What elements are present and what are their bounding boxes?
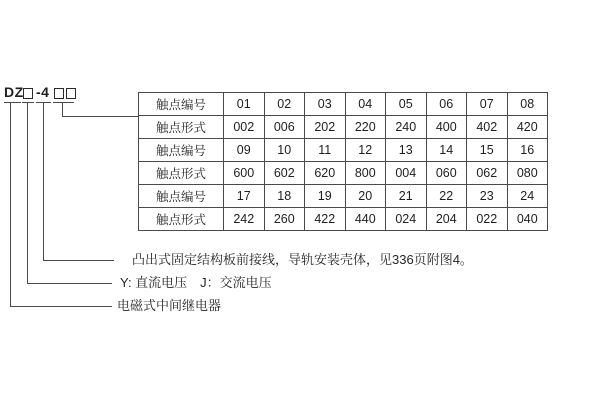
data-cell: 18 <box>264 185 305 208</box>
data-cell: 08 <box>507 93 548 116</box>
tick-under-box1 <box>22 102 34 103</box>
data-cell: 06 <box>426 93 467 116</box>
table-row <box>139 162 548 185</box>
leader-vertical-1 <box>10 102 11 307</box>
data-cell: 024 <box>386 208 427 231</box>
table-row <box>139 139 548 162</box>
data-cell: 062 <box>467 162 508 185</box>
table-row <box>139 185 548 208</box>
data-cell: 10 <box>264 139 305 162</box>
row-label-cell: 触点形式 <box>139 208 224 231</box>
data-cell: 422 <box>305 208 346 231</box>
row-label-cell: 触点形式 <box>139 162 224 185</box>
data-cell: 060 <box>426 162 467 185</box>
leader-horizontal-2 <box>27 283 112 284</box>
table-row <box>139 116 548 139</box>
data-cell: 05 <box>386 93 427 116</box>
model-segment-dash4: -4 <box>36 84 50 100</box>
row-label-cell: 触点编号 <box>139 139 224 162</box>
data-cell: 21 <box>386 185 427 208</box>
data-cell: 16 <box>507 139 548 162</box>
model-segment-dz: DZ <box>4 84 24 100</box>
data-cell: 440 <box>345 208 386 231</box>
data-cell: 220 <box>345 116 386 139</box>
data-cell: 620 <box>305 162 346 185</box>
data-cell: 14 <box>426 139 467 162</box>
data-cell: 004 <box>386 162 427 185</box>
data-cell: 040 <box>507 208 548 231</box>
data-cell: 022 <box>467 208 508 231</box>
data-cell: 600 <box>224 162 265 185</box>
data-cell: 19 <box>305 185 346 208</box>
data-cell: 04 <box>345 93 386 116</box>
data-cell: 12 <box>345 139 386 162</box>
table-row <box>139 93 548 116</box>
row-label-cell: 触点形式 <box>139 116 224 139</box>
data-cell: 080 <box>507 162 548 185</box>
leader-horizontal-3 <box>43 260 114 261</box>
data-cell: 800 <box>345 162 386 185</box>
data-cell: 204 <box>426 208 467 231</box>
data-cell: 002 <box>224 116 265 139</box>
data-cell: 23 <box>467 185 508 208</box>
annotation-relay-type: 电磁式中间继电器 <box>117 298 222 313</box>
table-row <box>139 208 548 231</box>
row-label-cell: 触点编号 <box>139 93 224 116</box>
data-cell: 01 <box>224 93 265 116</box>
annotation-mounting: 凸出式固定结构板前接线，导轨安装壳体，见336页附图4。 <box>132 252 473 267</box>
contact-code-table <box>138 92 548 231</box>
tick-under-box23 <box>53 102 74 103</box>
row-label-cell: 触点编号 <box>139 185 224 208</box>
data-cell: 13 <box>386 139 427 162</box>
data-cell: 09 <box>224 139 265 162</box>
data-cell: 11 <box>305 139 346 162</box>
data-cell: 20 <box>345 185 386 208</box>
model-placeholder-box-3 <box>66 88 76 99</box>
leader-vertical-2 <box>27 102 28 284</box>
data-cell: 07 <box>467 93 508 116</box>
data-cell: 402 <box>467 116 508 139</box>
model-placeholder-box-1 <box>23 88 33 99</box>
tick-under-dz <box>4 102 21 103</box>
data-cell: 02 <box>264 93 305 116</box>
data-cell: 202 <box>305 116 346 139</box>
leader-vertical-3 <box>43 102 44 261</box>
data-cell: 400 <box>426 116 467 139</box>
data-cell: 22 <box>426 185 467 208</box>
leader-horizontal-1 <box>10 306 112 307</box>
data-cell: 24 <box>507 185 548 208</box>
data-cell: 240 <box>386 116 427 139</box>
data-cell: 260 <box>264 208 305 231</box>
data-cell: 602 <box>264 162 305 185</box>
annotation-voltage-type: Y: 直流电压 J：交流电压 <box>120 275 272 290</box>
data-cell: 006 <box>264 116 305 139</box>
model-placeholder-box-2 <box>54 88 64 99</box>
data-cell: 420 <box>507 116 548 139</box>
data-cell: 17 <box>224 185 265 208</box>
data-cell: 242 <box>224 208 265 231</box>
data-cell: 15 <box>467 139 508 162</box>
leader-horizontal-4 <box>62 116 138 117</box>
data-cell: 03 <box>305 93 346 116</box>
